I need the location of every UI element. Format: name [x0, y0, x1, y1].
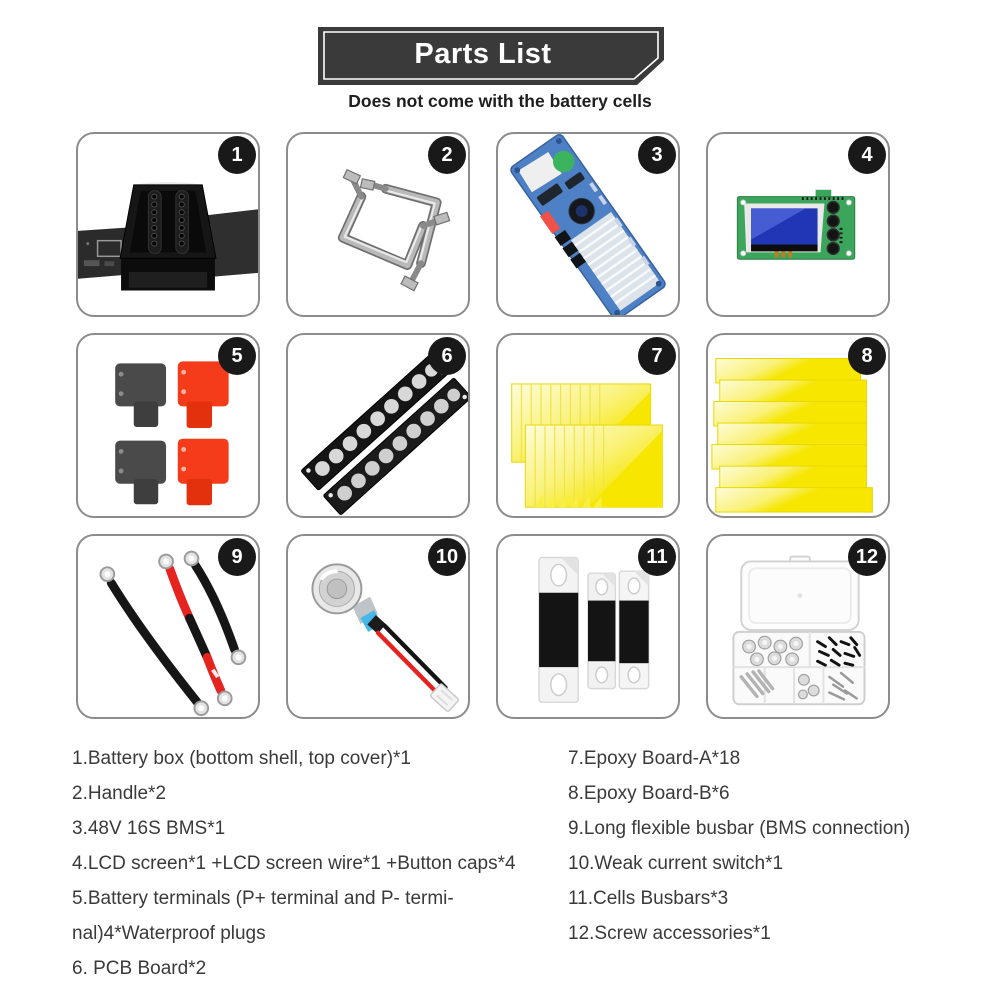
parts-list-item: nal)4*Waterproof plugs: [72, 923, 266, 944]
parts-list-item: 1.Battery box (bottom shell, top cover)*1: [72, 748, 411, 769]
part-card-lcd: [706, 132, 890, 317]
parts-list-item: 4.LCD screen*1 +LCD screen wire*1 +Button caps*4: [72, 853, 516, 874]
part-number-badge: 6: [428, 337, 466, 375]
parts-list-item: 12.Screw accessories*1: [568, 923, 771, 944]
part-card-handle: [286, 132, 470, 317]
page-title: Parts List: [414, 37, 552, 70]
parts-list-item: 7.Epoxy Board-A*18: [568, 748, 741, 769]
part-number-badge: 7: [638, 337, 676, 375]
part-card-cells-busbars: [496, 534, 680, 719]
part-card-terminals: [76, 333, 260, 518]
parts-list-item: 11.Cells Busbars*3: [568, 888, 729, 909]
parts-list-item: 2.Handle*2: [72, 783, 167, 804]
part-number-badge: 9: [218, 538, 256, 576]
parts-grid: [76, 132, 890, 719]
parts-list-left-column: [72, 741, 516, 986]
parts-list-item: 9.Long flexible busbar (BMS connection): [568, 818, 911, 839]
part-card-epoxy-b: [706, 333, 890, 518]
parts-list-item: 8.Epoxy Board-B*6: [568, 783, 730, 804]
part-number-badge: 3: [638, 136, 676, 174]
part-number-badge: 4: [848, 136, 886, 174]
part-number-badge: 11: [638, 538, 676, 576]
part-number-badge: 5: [218, 337, 256, 375]
part-number-badge: 10: [428, 538, 466, 576]
part-number-badge: 2: [428, 136, 466, 174]
parts-list-banner: [318, 27, 664, 85]
part-card-switch: [286, 534, 470, 719]
part-number-badge: 8: [848, 337, 886, 375]
part-number-badge: 12: [848, 538, 886, 576]
parts-list-item: 6. PCB Board*2: [72, 958, 207, 979]
part-card-bms: [496, 132, 680, 317]
part-card-battery-box: [76, 132, 260, 317]
part-card-flexible-busbar: [76, 534, 260, 719]
parts-list-item: 5.Battery terminals (P+ terminal and P- termi-: [72, 888, 454, 909]
parts-list-item: 3.48V 16S BMS*1: [72, 818, 226, 839]
part-card-pcb-board: [286, 333, 470, 518]
part-card-screw-box: [706, 534, 890, 719]
part-card-epoxy-a: [496, 333, 680, 518]
part-number-badge: 1: [218, 136, 256, 174]
subtitle-note: Does not come with the battery cells: [348, 91, 652, 111]
parts-list-right-column: [568, 741, 910, 951]
parts-list-item: 10.Weak current switch*1: [568, 853, 784, 874]
